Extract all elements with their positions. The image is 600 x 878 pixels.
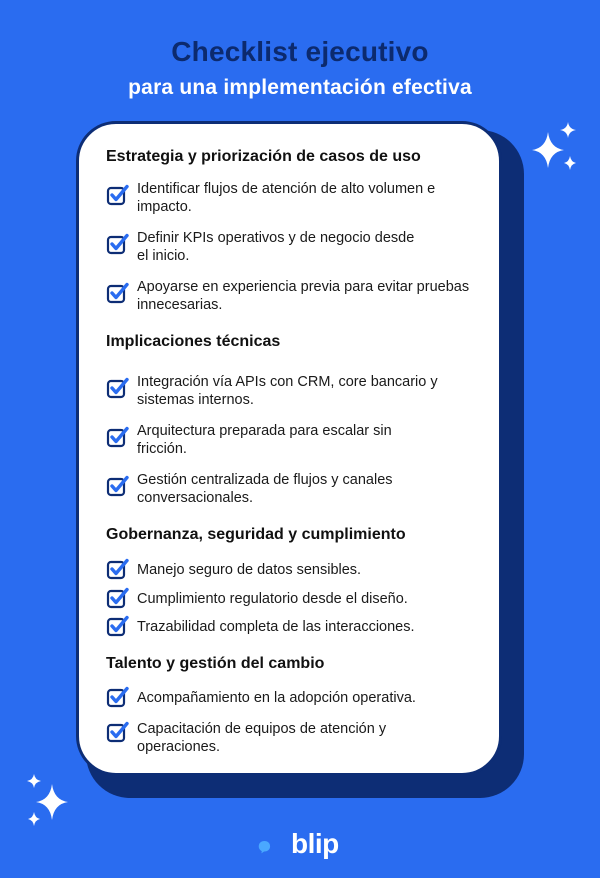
checkbox-checked-icon — [106, 474, 130, 498]
list-item-text: Definir KPIs operativos y de negocio desde el inicio. — [137, 230, 415, 264]
checkbox-checked-icon — [106, 586, 130, 610]
page-subtitle: para una implementación efectiva — [128, 76, 472, 99]
sparkle-icon — [22, 770, 78, 830]
checkbox-checked-icon — [106, 685, 130, 709]
list-item-text: Trazabilidad completa de las interacciones. — [137, 619, 415, 635]
checkbox-checked-icon — [106, 183, 130, 207]
brand-logo: blip — [291, 828, 339, 859]
speech-bubble-icon — [258, 829, 292, 865]
list-item-text: Gestión centralizada de flujos y canales conversacionales. — [137, 472, 393, 506]
checkbox-checked-icon — [106, 376, 130, 400]
list-item-text: Capacitación de equipos de atención y operaciones. — [137, 721, 387, 755]
checkbox-checked-icon — [106, 720, 130, 744]
list-item-text: Cumplimiento regulatorio desde el diseño. — [137, 591, 408, 607]
checkbox-checked-icon — [106, 557, 130, 581]
sparkle-icon — [526, 120, 582, 178]
checkbox-checked-icon — [106, 281, 130, 305]
list-item-text: Apoyarse en experiencia previa para evitar pruebas innecesarias. — [137, 279, 470, 313]
section-title-technical: Implicaciones técnicas — [106, 333, 281, 350]
list-item-text: Integración vía APIs con CRM, core bancario y sistemas internos. — [137, 374, 438, 408]
section-title-governance: Gobernanza, seguridad y cumplimiento — [106, 526, 406, 543]
list-item-text: Acompañamiento en la adopción operativa. — [137, 690, 416, 706]
section-title-talent: Talento y gestión del cambio — [106, 655, 325, 672]
list-item-text: Identificar flujos de atención de alto volumen e impacto. — [137, 181, 436, 215]
checkbox-checked-icon — [106, 232, 130, 256]
section-title-strategy: Estrategia y priorización de casos de uso — [106, 148, 421, 165]
list-item-text: Manejo seguro de datos sensibles. — [137, 562, 362, 578]
list-item-text: Arquitectura preparada para escalar sin fricción. — [137, 423, 392, 457]
page-title: Checklist ejecutivo — [171, 36, 429, 67]
checkbox-checked-icon — [106, 425, 130, 449]
checkbox-checked-icon — [106, 614, 130, 638]
